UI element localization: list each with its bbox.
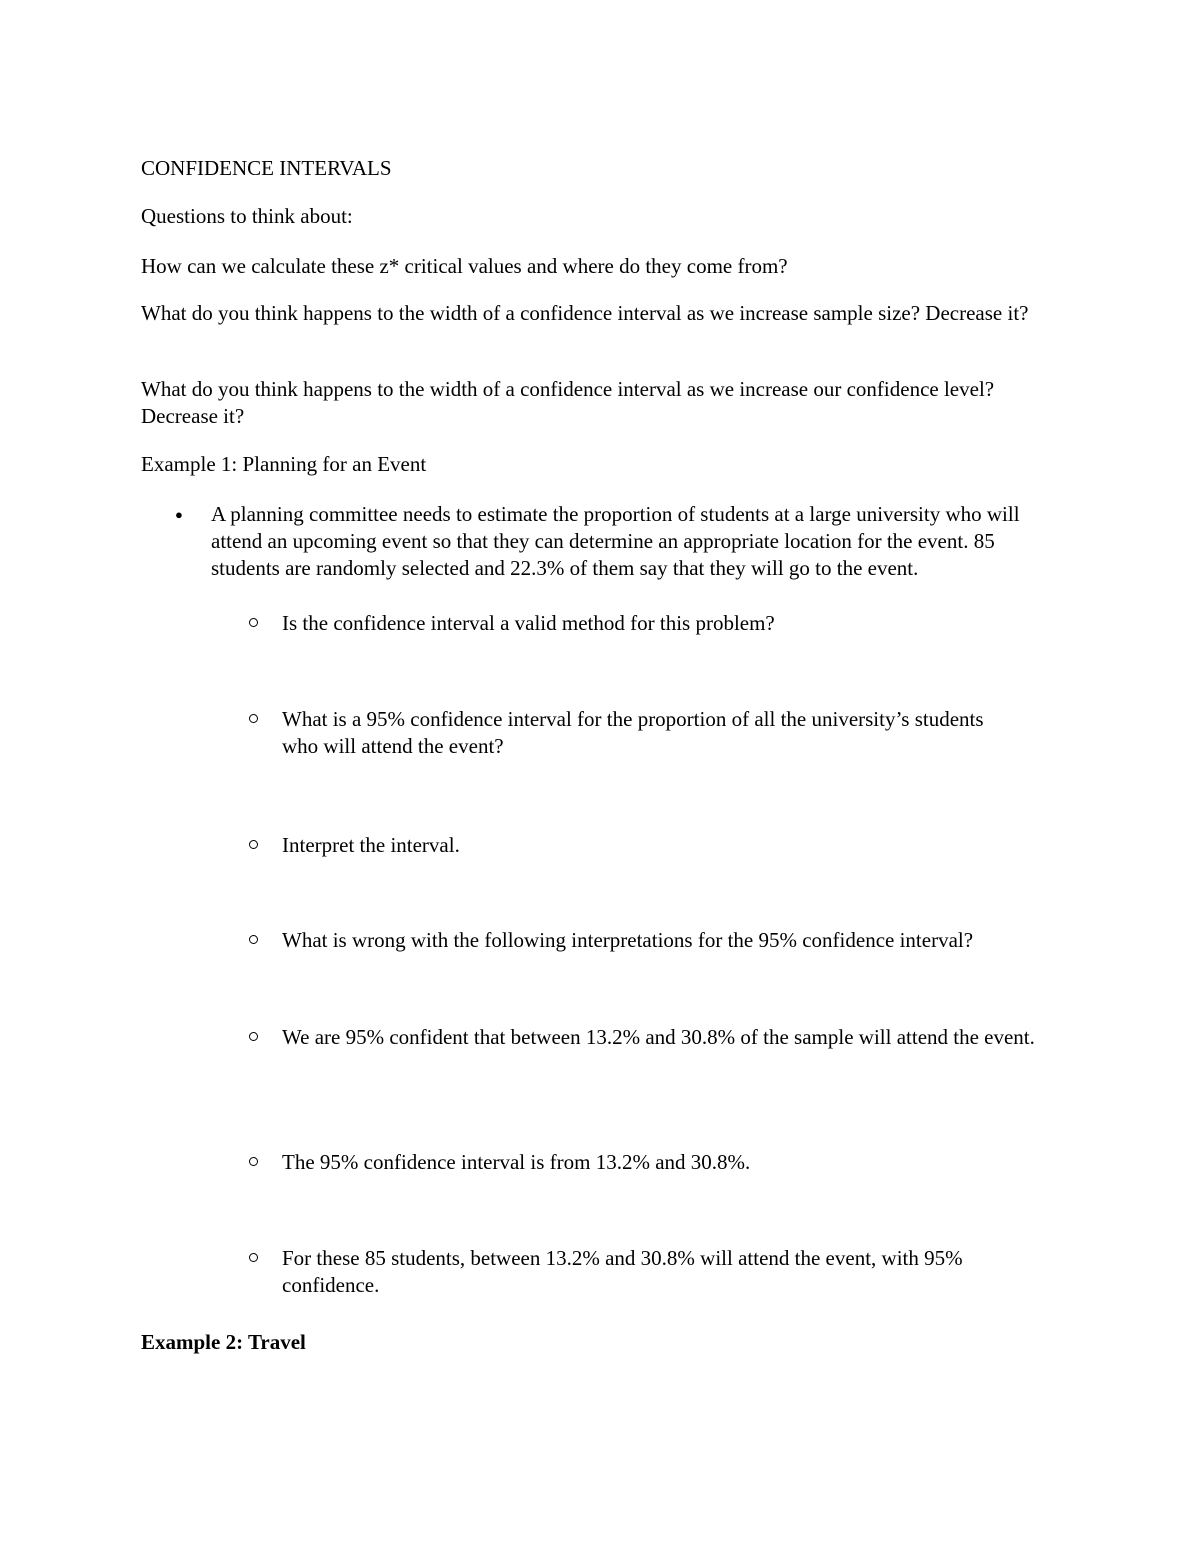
subitem-5: We are 95% confident that between 13.2% and 30.8% of the sample will attend the event.	[282, 1025, 1035, 1049]
subitem-4: What is wrong with the following interpretations for the 95% confidence interval?	[282, 928, 974, 952]
subitem-6: The 95% confidence interval is from 13.2% and 30.8%.	[282, 1150, 751, 1174]
questions-heading: Questions to think about:	[141, 204, 353, 228]
bullet-icon: ●	[175, 507, 183, 522]
subitem-2: What is a 95% confidence interval for the proportion of all the university’s students who will attend the event?	[282, 707, 984, 758]
hollow-bullet-icon	[249, 935, 258, 944]
subitem-7: For these 85 students, between 13.2% and 30.8% will attend the event, with 95% confidence.	[282, 1246, 963, 1297]
document-title: CONFIDENCE INTERVALS	[141, 156, 392, 180]
subitem-3: Interpret the interval.	[282, 833, 460, 857]
subitem-1: Is the confidence interval a valid method for this problem?	[282, 611, 775, 635]
hollow-bullet-icon	[249, 714, 258, 723]
example-1-bullet-text: A planning committee needs to estimate the proportion of students at a large university who will attend an upcoming event so that they can determine an appropriate location for the event. 85 students are randomly selected and 22.3% of them say that they will go to the event.	[211, 502, 1020, 580]
example-1-heading: Example 1: Planning for an Event	[141, 452, 427, 476]
hollow-bullet-icon	[249, 1253, 258, 1262]
question-1: How can we calculate these z* critical values and where do they come from?	[141, 254, 788, 278]
hollow-bullet-icon	[249, 618, 258, 627]
hollow-bullet-icon	[249, 840, 258, 849]
question-3: What do you think happens to the width of a confidence interval as we increase our confidence level? Decrease it?	[141, 377, 995, 428]
hollow-bullet-icon	[249, 1032, 258, 1041]
hollow-bullet-icon	[249, 1157, 258, 1166]
example-2-heading: Example 2: Travel	[141, 1330, 306, 1354]
question-2: What do you think happens to the width of a confidence interval as we increase sample size? Decrease it?	[141, 301, 1029, 325]
